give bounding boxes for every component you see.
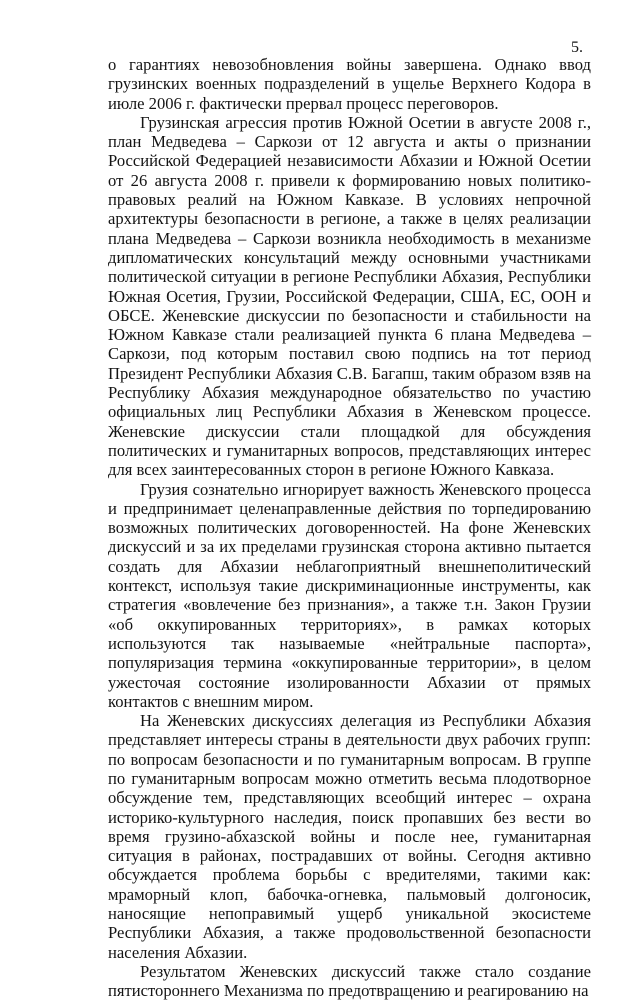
paragraph-negotiations-continuation: о гарантиях невозобновления войны завершена. Однако ввод грузинских военных подразделений в ущелье Верхнего Кодора в июле 2006 г. фактически прервал процесс переговоров. [108,55,591,113]
paragraph-august-2008: Грузинская агрессия против Южной Осетии в августе 2008 г., план Медведева – Саркози от 12 августа и акты о признании Российской Федерацией независимости Абхазии и Южной Осетии от 26 августа 2008 г. привели к формированию новых политико-правовых реалий на Южном Кавказе. В условиях непрочной архитектуры безопасности в регионе, а также в целях реализации плана Медведева – Саркози возникла необходимость в механизме дипломатических консультаций между основными участниками политической ситуации в регионе Республики Абхазия, Республики Южная Осетия, Грузии, Российской Федерации, США, ЕС, ООН и ОБСЕ. Женевские дискуссии по безопасности и стабильности на Южном Кавказе стали реализацией пункта 6 плана Медведева – Саркози, под которым поставил свою подпись на тот период Президент Республики Абхазия С.В. Багапш, таким образом взяв на Республику Абхазия международное обязательство по участию официальных лиц Республики Абхазия в Женевском процессе. Женевские дискуссии стали площадкой для обсуждения политических и гуманитарных вопросов, представляющих интерес для всех заинтересованных сторон в регионе Южного Кавказа. [108,112,591,480]
paragraph-working-groups: На Женевских дискуссиях делегация из Республики Абхазия представляет интересы страны в деятельности двух рабочих групп: по вопросам безопасности и по гуманитарным вопросам. В группе по гуманитарным вопросам можно отметить весьма плодотворное обсуждение тем, представляющих всеобщий интерес – охрана историко-культурного наследия, поиск пропавших без вести во время грузино-абхазской войны и после нее, гуманитарная ситуация в районах, пострадавших от войны. Сегодня активно обсуждается проблема борьбы с вредителями, такими как: мраморный клоп, бабочка-огневка, пальмовый долгоносик, наносящие непоправимый ущерб уникальной экосистеме Республики Абхазия, а также продовольственной безопасности населения Абхазии. [108,711,591,962]
page-number: 5. [571,39,583,56]
document-body [108,55,591,1001]
paragraph-georgia-policy: Грузия сознательно игнорирует важность Женевского процесса и предпринимает целенаправленные действия по торпедированию возможных политических договоренностей. На фоне Женевских дискуссий и за их пределами грузинская сторона активно пытается создать для Абхазии неблагоприятный внешнеполитический контекст, используя такие дискриминационные инструменты, как стратегия «вовлечение без признания», а также т.н. Закон Грузии «об оккупированных территориях», в рамках которых используются так называемые «нейтральные паспорта», популяризация термина «оккупированные территории», в целом ужесточая состояние изолированности Абхазии от прямых контактов с внешним миром. [108,479,591,711]
paragraph-mechanism: Результатом Женевских дискуссий также стало создание пятистороннего Механизма по предотвращению и реагированию на [108,961,591,1001]
